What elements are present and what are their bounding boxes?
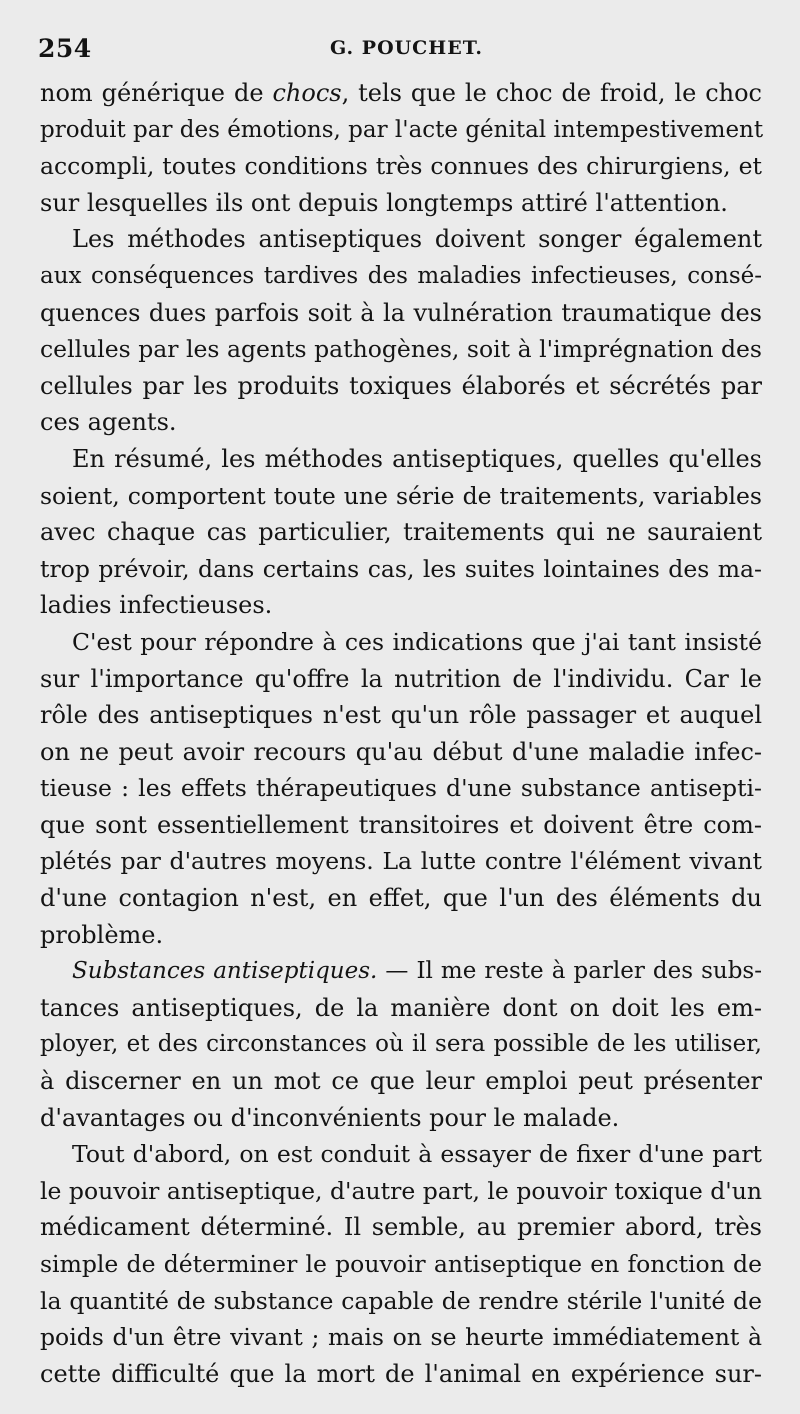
text-line [40, 1173, 762, 1210]
text-line [40, 551, 762, 588]
text-line [40, 221, 762, 258]
text-segment: , tels que le choc de froid, le choc [341, 79, 762, 107]
text-segment: — Il me reste à parler des subs- [377, 958, 763, 985]
page-number: 254 [38, 34, 92, 63]
text-segment: accompli, toutes conditions très connues des chirurgiens, et [40, 152, 762, 181]
text-segment: on ne peut avoir recours qu'au début d'une maladie infec- [40, 737, 762, 766]
text-line [40, 295, 762, 332]
text-segment: cellules par les agents pathogènes, soit à l'imprégnation des [40, 335, 762, 364]
text-line [40, 1026, 762, 1063]
body-text [40, 75, 762, 1392]
text-line [40, 112, 762, 149]
text-line [40, 331, 762, 368]
text-line [40, 1356, 762, 1393]
text-line [40, 258, 762, 295]
text-segment: la quantité de substance capable de rendre stérile l'unité de [40, 1286, 762, 1315]
text-line [40, 514, 762, 551]
italic-term: Substances antiseptiques. [72, 958, 378, 985]
text-line [40, 1100, 762, 1137]
text-line [40, 404, 762, 441]
text-line [40, 587, 762, 624]
text-line [40, 953, 762, 990]
text-segment: d'une contagion n'est, en effet, que l'un des éléments du [40, 884, 762, 913]
text-segment: tieuse : les effets thérapeutiques d'une substance antisepti- [40, 774, 762, 803]
text-segment: ces agents. [40, 408, 177, 437]
text-segment: aux conséquences tardives des maladies infectieuses, consé- [40, 262, 762, 289]
text-segment: à discerner en un mot ce que leur emploi peut présenter [40, 1067, 762, 1096]
text-segment: rôle des antiseptiques n'est qu'un rôle passager et auquel [40, 701, 762, 730]
text-segment: avec chaque cas particulier, traitements qui ne sauraient [40, 518, 762, 547]
text-segment: cette difficulté que la mort de l'animal en expérience sur- [40, 1359, 762, 1388]
text-line [40, 75, 762, 112]
text-line [40, 368, 762, 405]
text-segment: cellules par les produits toxiques élaborés et sécrétés par [40, 371, 762, 400]
text-line [40, 478, 762, 515]
text-segment: ladies infectieuses. [40, 591, 273, 620]
text-segment: que sont essentiellement transitoires et doivent être com- [40, 810, 762, 839]
text-segment: soient, comportent toute une série de traitements, variables [40, 481, 762, 510]
text-segment: sur l'importance qu'offre la nutrition de l'individu. Car le [40, 664, 762, 693]
text-line [40, 185, 762, 222]
text-line [40, 148, 762, 185]
text-segment: médicament déterminé. Il semble, au premier abord, très [40, 1213, 762, 1242]
text-line [40, 1319, 762, 1356]
text-segment: nom générique de [40, 79, 273, 107]
text-line [40, 807, 762, 844]
running-head: G. POUCHET. [330, 37, 484, 59]
text-line [40, 661, 762, 698]
text-line [40, 990, 762, 1027]
text-line [40, 1136, 762, 1173]
text-segment: produit par des émotions, par l'acte génital intempestivement [40, 116, 764, 143]
text-line [40, 770, 762, 807]
text-line [40, 734, 762, 771]
text-segment: En résumé, les méthodes antiseptiques, quelles qu'elles [72, 444, 762, 473]
text-line [40, 441, 762, 478]
text-line [40, 843, 762, 880]
text-segment: Les méthodes antiseptiques doivent songer également [72, 225, 762, 254]
text-segment: Tout d'abord, on est conduit à essayer de fixer d'une part [72, 1140, 762, 1169]
text-segment: le pouvoir antiseptique, d'autre part, le pouvoir toxique d'un [40, 1176, 762, 1205]
text-segment: tances antiseptiques, de la manière dont on doit les em- [40, 993, 762, 1022]
italic-term: chocs [272, 79, 342, 107]
text-line [40, 880, 762, 917]
text-line [40, 1246, 762, 1283]
text-line [40, 1283, 762, 1320]
text-segment: trop prévoir, dans certains cas, les suites lointaines des ma- [40, 554, 762, 583]
text-segment: C'est pour répondre à ces indications que j'ai tant insisté [72, 627, 762, 656]
text-segment: simple de déterminer le pouvoir antiseptique en fonction de [40, 1250, 762, 1278]
text-line [40, 917, 762, 954]
text-segment: poids d'un être vivant ; mais on se heurte immédiatement à [40, 1323, 762, 1352]
text-segment: plétés par d'autres moyens. La lutte contre l'élément vivant [40, 847, 762, 876]
text-segment: quences dues parfois soit à la vulnération traumatique des [40, 298, 762, 327]
text-segment: d'avantages ou d'inconvénients pour le malade. [40, 1103, 620, 1132]
text-line [40, 1209, 762, 1246]
text-line [40, 1063, 762, 1100]
text-line [40, 697, 762, 734]
text-line [40, 624, 762, 661]
text-segment: problème. [40, 920, 164, 949]
text-segment: sur lesquelles ils ont depuis longtemps attiré l'attention. [40, 188, 728, 217]
text-segment: ployer, et des circonstances où il sera possible de les utiliser, [40, 1031, 762, 1058]
